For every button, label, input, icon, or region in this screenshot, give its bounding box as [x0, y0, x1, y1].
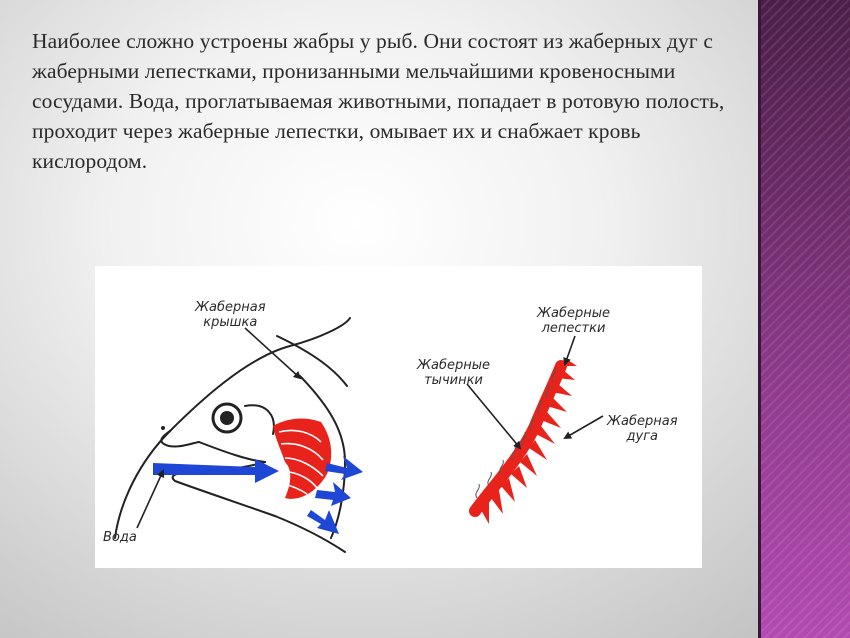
label-gill-filaments: Жаберные лепестки — [537, 306, 610, 336]
side-bar-stripes — [758, 0, 850, 638]
label-gill-arch: Жаберная дуга — [607, 414, 678, 444]
label-gill-rakers: Жаберные тычинки — [417, 358, 490, 388]
fish-eye — [213, 404, 241, 432]
fish-nostril — [161, 426, 165, 430]
side-bar-edge — [758, 0, 761, 638]
decorative-side-bar — [758, 0, 850, 638]
gill-diagram — [95, 266, 702, 568]
slide-paragraph: Наиболее сложно устроены жабры у рыб. Они состоят из жаберных дуг с жаберными лепестками, пронизанными мельчайшими кровеносными сосудами. Вода, проглатываемая животными, попадает в ротовую полость, проходит через жаберные лепестки, омывает их и снабжает кровь кислородом. — [32, 29, 725, 173]
water-arrows — [153, 456, 363, 534]
fish-gills — [273, 419, 331, 499]
label-gill-cover: Жаберная крышка — [195, 300, 266, 330]
label-water: Вода — [103, 530, 137, 545]
gill-arch-diagram — [475, 358, 577, 524]
